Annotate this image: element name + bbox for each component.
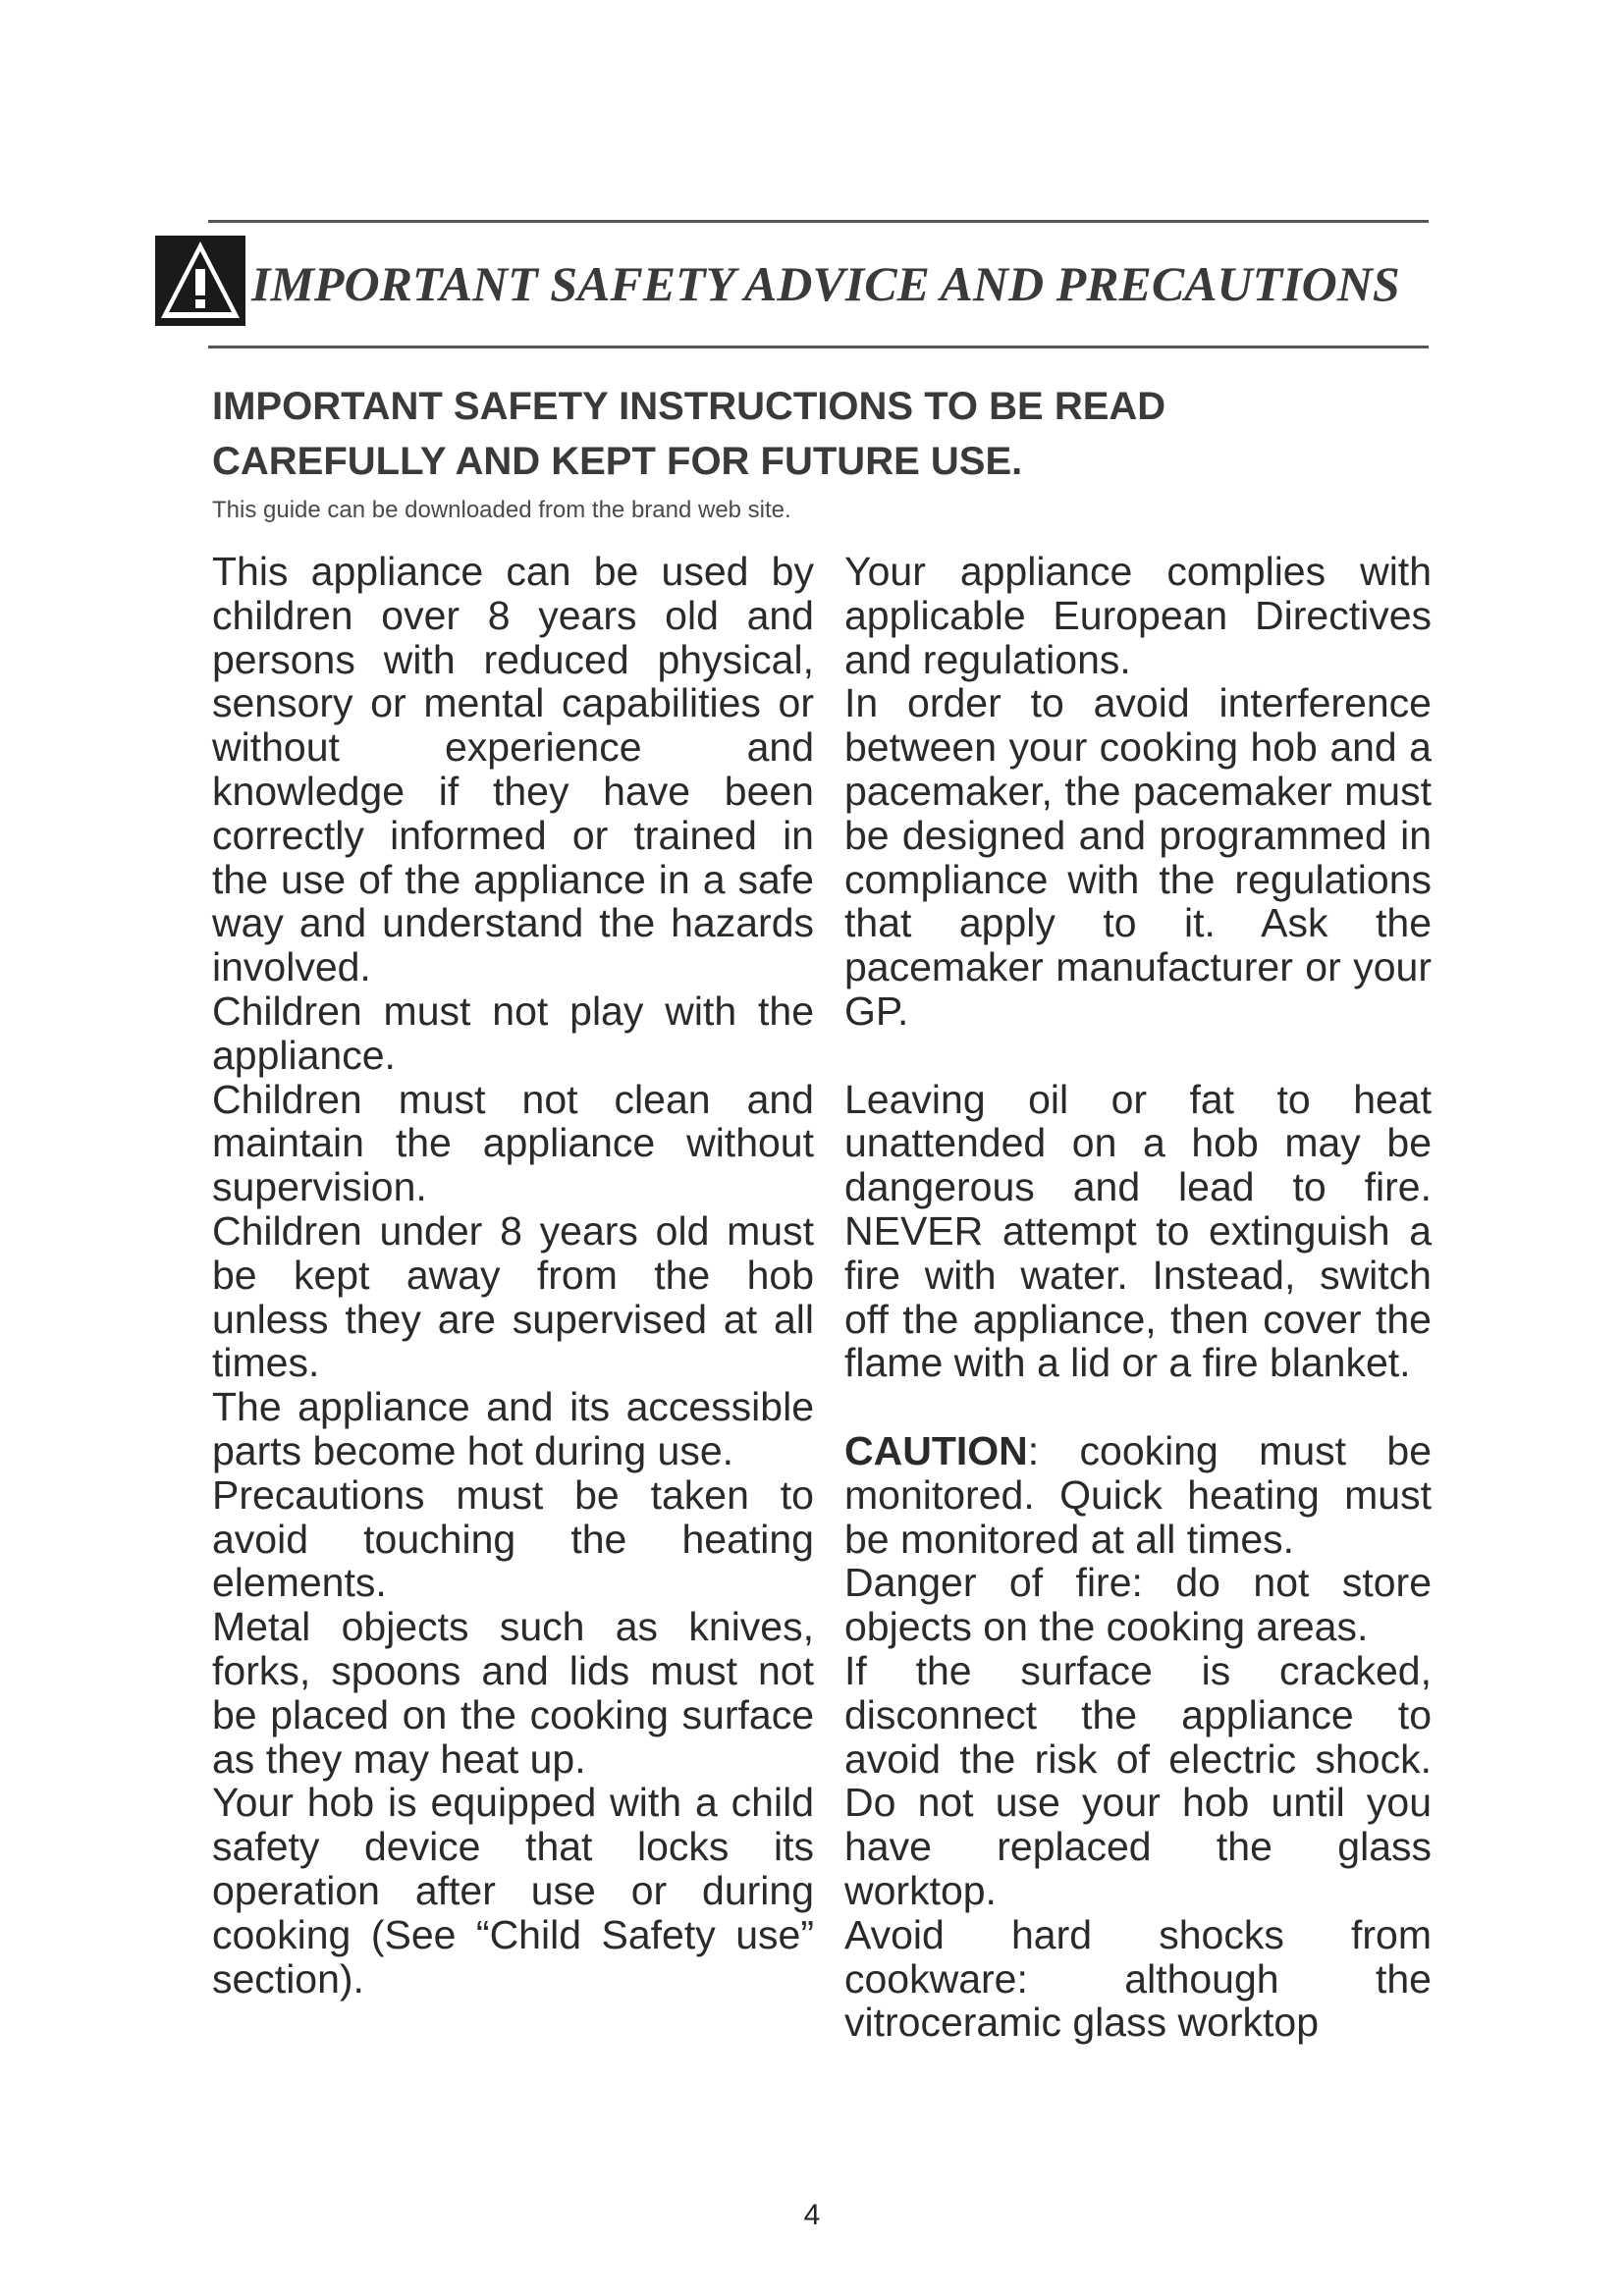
paragraph-compliance: Your appliance complies with applicable European Directives and regulations. [844,549,1432,682]
heading-line-2: CAREFULLY AND KEPT FOR FUTURE USE. [212,440,1023,483]
paragraph-spacer [844,1034,1432,1078]
paragraph-caution [844,1429,1432,1561]
warning-triangle-icon [155,236,245,326]
paragraph-oil-fire: Leaving oil or fat to heat unattended on a hob may be dangerous and lead to fire. NEVER attempt to extinguish a fire with water. Instead, switch off the appliance, then cover the flame with a lid or a fire blanket. [844,1076,1432,1386]
caution-label: CAUTION [844,1427,1028,1473]
page-number: 4 [803,2199,821,2231]
paragraph-metal-objects: Metal objects such as knives, forks, spoons and lids must not be placed on the cooking surface as they may heat up. [212,1604,814,1782]
paragraph-heating-elements: Precautions must be taken to avoid touching the heating elements. [212,1471,814,1606]
paragraph-supervision: Children under 8 years old must be kept away from the hob unless they are supervised at all times. [212,1207,814,1386]
download-note: This guide can be downloaded from the brand web site. [212,497,791,523]
paragraph-hot-parts: The appliance and its accessible parts become hot during use. [212,1384,814,1473]
instructions-heading [212,379,1430,489]
paragraph-play: Children must not play with the appliance. [212,988,814,1078]
paragraph-hard-shocks: Avoid hard shocks from cookware: although the vitroceramic glass worktop [844,1911,1432,2046]
paragraph-cracked-surface: If the surface is cracked, disconnect the appliance to avoid the risk of electric shock. Do not use your hob until you have replaced the glass worktop. [844,1647,1432,1913]
paragraph-spacer [844,1385,1432,1429]
paragraph-cleaning: Children must not clean and maintain the appliance without supervision. [212,1076,814,1210]
header-bottom-rule [208,346,1429,348]
paragraph-pacemaker: In order to avoid interference between your cooking hob and a pacemaker, the pacemaker must be designed and programmed in compliance with the regulations that apply to it. Ask the pacemaker manufacturer or your GP. [844,680,1432,1034]
right-column [844,550,1432,2045]
left-column [212,550,814,2001]
paragraph-fire-danger: Danger of fire: do not store objects on the cooking areas. [844,1560,1432,1650]
caution-text: : cooking must be monitored. Quick heating must be monitored at all times. [844,1427,1432,1562]
paragraph-usage: This appliance can be used by children over 8 years old and persons with reduced physical, sensory or mental capabilities or without experience and knowledge if they have been correctly informed or trained in the use of the appliance in a safe way and understand the hazards involved. [212,549,814,990]
paragraph-child-lock: Your hob is equipped with a child safety device that locks its operation after use or during cooking (See “Child Safety use” section). [212,1780,814,2002]
header-top-rule [208,220,1429,223]
heading-line-1: IMPORTANT SAFETY INSTRUCTIONS TO BE READ [212,385,1166,428]
banner-title: IMPORTANT SAFETY ADVICE AND PRECAUTIONS [251,256,1400,311]
